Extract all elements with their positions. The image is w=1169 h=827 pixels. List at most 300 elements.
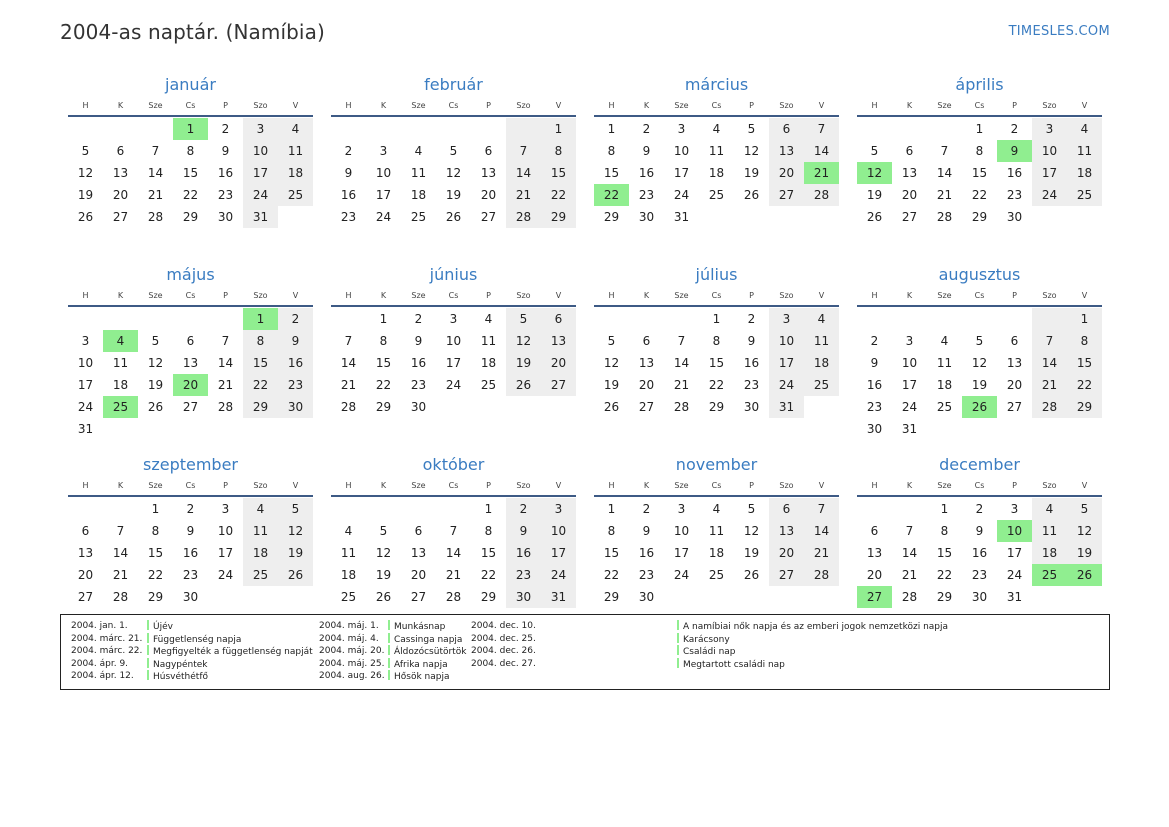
day-cell: 4 (414, 144, 423, 158)
weekday-label: H (82, 101, 89, 110)
day-cell: 12 (603, 356, 620, 370)
empty-cell (892, 498, 927, 520)
day-cell: 10 (1032, 140, 1067, 162)
day-cell: 25 (936, 400, 953, 414)
day-cell: 29 (603, 210, 620, 224)
weekday-label: Sze (937, 291, 952, 300)
day-cell: 13 (182, 356, 199, 370)
day-cell: 20 (638, 378, 655, 392)
weekday-label: P (1012, 291, 1017, 300)
day-cell: 16 (1006, 166, 1023, 180)
day-grid (68, 498, 313, 608)
legend-holiday (388, 645, 466, 658)
weekday-label: V (818, 291, 825, 300)
legend-date: 2004. dec. 25. (471, 633, 536, 644)
day-cell: 9 (997, 140, 1032, 162)
day-cell: 10 (997, 520, 1032, 542)
holiday-color-marker (388, 633, 390, 643)
empty-cell (1032, 308, 1067, 330)
weekday-label: H (608, 101, 615, 110)
day-cell: 23 (638, 568, 655, 582)
day-cell: 24 (1032, 184, 1067, 206)
legend-date: 2004. máj. 1. (319, 621, 379, 631)
day-grid (331, 118, 576, 228)
day-cell: 13 (541, 330, 576, 352)
day-cell: 21 (804, 162, 839, 184)
empty-cell (401, 498, 436, 520)
day-cell: 4 (712, 122, 721, 136)
weekday-label: H (608, 481, 615, 490)
holiday-color-marker (147, 658, 149, 668)
day-cell: 24 (1006, 568, 1023, 582)
day-cell: 23 (182, 568, 199, 582)
day-cell: 20 (901, 188, 918, 202)
day-cell: 24 (217, 568, 234, 582)
day-cell: 19 (375, 568, 392, 582)
weekday-label: Sze (674, 481, 689, 490)
day-cell: 20 (112, 188, 129, 202)
day-cell: 1 (1067, 308, 1102, 330)
day-cell: 14 (445, 546, 462, 560)
holiday-color-marker (147, 633, 149, 643)
page-title: 2004-as naptár. (Namíbia) (60, 20, 325, 44)
day-cell: 7 (221, 334, 230, 348)
day-cell: 5 (747, 122, 756, 136)
legend-names-col2 (388, 620, 466, 683)
day-cell: 19 (1067, 542, 1102, 564)
day-cell: 10 (217, 524, 234, 538)
legend-holiday (677, 633, 948, 646)
day-cell: 5 (81, 144, 90, 158)
empty-cell (594, 308, 629, 330)
day-cell: 20 (769, 162, 804, 184)
day-cell: 28 (147, 210, 164, 224)
day-cell: 6 (541, 308, 576, 330)
weekday-header (331, 286, 576, 307)
day-cell: 2 (870, 334, 879, 348)
day-cell: 5 (449, 144, 458, 158)
day-cell: 23 (638, 188, 655, 202)
day-cell: 27 (857, 586, 892, 608)
day-cell: 5 (379, 524, 388, 538)
day-cell: 14 (673, 356, 690, 370)
day-cell: 22 (936, 568, 953, 582)
month-title: október (422, 455, 485, 474)
weekday-label: P (223, 481, 228, 490)
day-cell: 5 (278, 498, 313, 520)
weekday-label: V (292, 101, 299, 110)
weekday-label: Szo (779, 101, 794, 110)
day-cell: 1 (975, 122, 984, 136)
day-cell: 7 (449, 524, 458, 538)
day-cell: 22 (1067, 374, 1102, 396)
day-cell: 28 (506, 206, 541, 228)
day-cell: 18 (243, 542, 278, 564)
day-cell: 25 (1067, 184, 1102, 206)
day-cell: 22 (182, 188, 199, 202)
day-cell: 29 (243, 396, 278, 418)
day-cell: 11 (278, 140, 313, 162)
weekday-label: Sze (674, 101, 689, 110)
day-cell: 6 (414, 524, 423, 538)
month-calendar (857, 264, 1102, 454)
day-cell: 9 (642, 144, 651, 158)
day-cell: 28 (340, 400, 357, 414)
weekday-label: H (871, 101, 878, 110)
day-cell: 1 (607, 502, 616, 516)
day-cell: 9 (747, 334, 756, 348)
day-cell: 3 (449, 312, 458, 326)
weekday-header (594, 476, 839, 497)
month-calendar (594, 264, 839, 454)
weekday-label: Szo (1042, 291, 1057, 300)
day-cell: 16 (410, 356, 427, 370)
empty-cell (436, 118, 471, 140)
empty-cell (331, 308, 366, 330)
weekday-label: V (1081, 291, 1088, 300)
weekday-header (68, 476, 313, 497)
empty-cell (471, 118, 506, 140)
day-cell: 15 (147, 546, 164, 560)
day-cell: 5 (506, 308, 541, 330)
day-cell: 19 (445, 188, 462, 202)
day-cell: 16 (971, 546, 988, 560)
day-cell: 30 (182, 590, 199, 604)
day-cell: 11 (804, 330, 839, 352)
day-cell: 19 (743, 166, 760, 180)
site-link[interactable]: TIMESLES.COM (1008, 24, 1110, 39)
legend-holiday (147, 670, 313, 683)
month-calendar (857, 454, 1102, 634)
day-cell: 2 (1010, 122, 1019, 136)
day-cell: 25 (103, 396, 138, 418)
weekday-label: H (871, 481, 878, 490)
day-cell: 30 (743, 400, 760, 414)
day-cell: 7 (506, 140, 541, 162)
day-cell: 11 (936, 356, 953, 370)
day-cell: 20 (1006, 378, 1023, 392)
day-cell: 7 (1032, 330, 1067, 352)
empty-cell (68, 498, 103, 520)
day-grid (68, 308, 313, 440)
day-cell: 14 (804, 520, 839, 542)
day-cell: 14 (217, 356, 234, 370)
month-calendar (857, 74, 1102, 264)
weekday-label: H (82, 291, 89, 300)
day-cell: 6 (484, 144, 493, 158)
day-cell: 24 (445, 378, 462, 392)
day-cell: 1 (541, 118, 576, 140)
day-cell: 26 (506, 374, 541, 396)
weekday-label: Szo (516, 481, 531, 490)
legend-holiday-name: Megfigyelték a függetlenség napját (153, 647, 313, 658)
day-cell: 23 (743, 378, 760, 392)
day-cell: 10 (541, 520, 576, 542)
day-cell: 22 (243, 374, 278, 396)
day-cell: 2 (975, 502, 984, 516)
weekday-label: V (555, 291, 562, 300)
day-cell: 28 (445, 590, 462, 604)
day-cell: 21 (112, 568, 129, 582)
day-cell: 28 (673, 400, 690, 414)
day-cell: 3 (677, 502, 686, 516)
day-grid (857, 498, 1102, 608)
day-cell: 9 (506, 520, 541, 542)
day-cell: 4 (344, 524, 353, 538)
weekday-label: Szo (1042, 481, 1057, 490)
empty-cell (436, 498, 471, 520)
day-cell: 22 (708, 378, 725, 392)
day-cell: 11 (1067, 140, 1102, 162)
weekday-label: H (608, 291, 615, 300)
legend-date: 2004. dec. 10. (471, 621, 536, 631)
weekday-label: Sze (674, 291, 689, 300)
day-cell: 25 (340, 590, 357, 604)
month-title: július (695, 265, 738, 284)
weekday-label: K (643, 101, 650, 110)
day-cell: 24 (541, 564, 576, 586)
day-cell: 4 (103, 330, 138, 352)
day-cell: 29 (603, 590, 620, 604)
empty-cell (997, 308, 1032, 330)
day-cell: 26 (77, 210, 94, 224)
legend-holiday-name: Megtartott családi nap (683, 659, 785, 670)
day-cell: 1 (607, 122, 616, 136)
day-cell: 21 (901, 568, 918, 582)
weekday-label: Cs (185, 291, 196, 300)
legend-date: 2004. ápr. 12. (71, 671, 134, 682)
day-cell: 13 (1006, 356, 1023, 370)
day-cell: 8 (1067, 330, 1102, 352)
weekday-label: Cs (185, 101, 196, 110)
empty-cell (857, 118, 892, 140)
day-cell: 14 (340, 356, 357, 370)
day-cell: 23 (1006, 188, 1023, 202)
day-cell: 7 (804, 498, 839, 520)
day-cell: 13 (638, 356, 655, 370)
day-cell: 24 (243, 184, 278, 206)
day-cell: 5 (870, 144, 879, 158)
weekday-label: P (223, 291, 228, 300)
day-cell: 8 (186, 144, 195, 158)
weekday-header (68, 286, 313, 307)
day-cell: 26 (147, 400, 164, 414)
day-cell: 2 (747, 312, 756, 326)
day-cell: 6 (769, 118, 804, 140)
day-cell: 8 (975, 144, 984, 158)
empty-cell (103, 118, 138, 140)
day-cell: 20 (769, 542, 804, 564)
day-cell: 5 (151, 334, 160, 348)
weekday-label: K (117, 101, 124, 110)
day-cell: 19 (77, 188, 94, 202)
legend-holiday-name: Afrika napja (394, 659, 448, 670)
weekday-label: Szo (516, 101, 531, 110)
day-cell: 25 (708, 568, 725, 582)
day-cell: 12 (857, 162, 892, 184)
day-cell: 6 (81, 524, 90, 538)
legend-dates-col1 (71, 620, 142, 683)
weekday-label: Cs (448, 481, 459, 490)
day-cell: 30 (638, 210, 655, 224)
empty-cell (331, 498, 366, 520)
weekday-header (594, 286, 839, 307)
day-cell: 9 (186, 524, 195, 538)
day-cell: 27 (541, 374, 576, 396)
day-cell: 18 (112, 378, 129, 392)
day-cell: 29 (375, 400, 392, 414)
legend-date: 2004. dec. 26. (471, 646, 536, 657)
day-cell: 13 (901, 166, 918, 180)
weekday-label: P (1012, 101, 1017, 110)
empty-cell (173, 308, 208, 330)
weekday-label: Sze (148, 291, 163, 300)
legend-holiday-name: Karácsony (683, 634, 730, 645)
month-title: január (165, 75, 216, 94)
day-cell: 9 (221, 144, 230, 158)
day-cell: 21 (506, 184, 541, 206)
day-cell: 20 (77, 568, 94, 582)
day-cell: 11 (708, 524, 725, 538)
legend-holiday (677, 620, 948, 633)
day-cell: 24 (375, 210, 392, 224)
day-cell: 26 (278, 564, 313, 586)
day-cell: 27 (480, 210, 497, 224)
day-cell: 9 (642, 524, 651, 538)
holiday-color-marker (677, 633, 679, 643)
weekday-label: Szo (1042, 101, 1057, 110)
day-cell: 16 (182, 546, 199, 560)
weekday-header (857, 476, 1102, 497)
month-title: április (955, 75, 1004, 94)
weekday-label: V (818, 101, 825, 110)
day-cell: 16 (743, 356, 760, 370)
day-cell: 14 (804, 140, 839, 162)
day-cell: 4 (1032, 498, 1067, 520)
day-cell: 15 (971, 166, 988, 180)
day-cell: 16 (217, 166, 234, 180)
day-cell: 22 (594, 184, 629, 206)
day-cell: 15 (182, 166, 199, 180)
weekday-label: Szo (253, 481, 268, 490)
empty-cell (892, 308, 927, 330)
day-cell: 5 (975, 334, 984, 348)
day-cell: 20 (480, 188, 497, 202)
legend-date: 2004. márc. 22. (71, 646, 143, 657)
day-cell: 15 (1067, 352, 1102, 374)
weekday-header (857, 96, 1102, 117)
day-cell: 12 (147, 356, 164, 370)
month-title: február (424, 75, 483, 94)
day-cell: 26 (603, 400, 620, 414)
day-grid (594, 118, 839, 228)
day-cell: 10 (901, 356, 918, 370)
day-cell: 6 (642, 334, 651, 348)
weekday-label: K (906, 291, 913, 300)
day-cell: 13 (480, 166, 497, 180)
month-title: május (166, 265, 215, 284)
day-grid (857, 308, 1102, 440)
day-cell: 10 (375, 166, 392, 180)
legend-holiday-name: Családi nap (683, 647, 736, 658)
day-cell: 6 (186, 334, 195, 348)
day-cell: 4 (712, 502, 721, 516)
day-cell: 3 (905, 334, 914, 348)
day-cell: 28 (217, 400, 234, 414)
day-cell: 13 (769, 520, 804, 542)
day-cell: 12 (506, 330, 541, 352)
day-cell: 6 (116, 144, 125, 158)
day-cell: 10 (243, 140, 278, 162)
weekday-label: Cs (185, 481, 196, 490)
day-cell: 27 (182, 400, 199, 414)
legend-holiday (388, 620, 466, 633)
day-cell: 25 (804, 374, 839, 396)
day-cell: 6 (870, 524, 879, 538)
day-cell: 25 (480, 378, 497, 392)
holiday-legend (60, 614, 1110, 690)
day-cell: 29 (182, 210, 199, 224)
day-cell: 7 (940, 144, 949, 158)
day-cell: 28 (1032, 396, 1067, 418)
day-cell: 5 (747, 502, 756, 516)
day-cell: 26 (743, 568, 760, 582)
legend-holiday (147, 658, 313, 671)
month-calendar (68, 454, 313, 634)
day-cell: 18 (340, 568, 357, 582)
weekday-header (857, 286, 1102, 307)
day-cell: 14 (112, 546, 129, 560)
weekday-label: H (345, 291, 352, 300)
weekday-label: V (555, 481, 562, 490)
day-cell: 19 (971, 378, 988, 392)
empty-cell (68, 118, 103, 140)
weekday-label: P (749, 481, 754, 490)
empty-cell (138, 118, 173, 140)
day-cell: 22 (147, 568, 164, 582)
day-cell: 3 (379, 144, 388, 158)
day-cell: 6 (905, 144, 914, 158)
legend-names-col3 (677, 620, 948, 670)
weekday-label: K (906, 101, 913, 110)
day-cell: 18 (708, 546, 725, 560)
day-cell: 14 (1032, 352, 1067, 374)
day-cell: 13 (866, 546, 883, 560)
day-cell: 28 (936, 210, 953, 224)
day-cell: 23 (506, 564, 541, 586)
day-cell: 12 (77, 166, 94, 180)
day-cell: 18 (708, 166, 725, 180)
day-cell: 11 (410, 166, 427, 180)
weekday-header (594, 96, 839, 117)
legend-date: 2004. máj. 20. (319, 646, 385, 657)
day-cell: 12 (743, 524, 760, 538)
day-cell: 20 (866, 568, 883, 582)
day-cell: 8 (243, 330, 278, 352)
day-cell: 16 (278, 352, 313, 374)
legend-holiday (388, 633, 466, 646)
weekday-label: Sze (148, 481, 163, 490)
day-cell: 21 (217, 378, 234, 392)
weekday-header (331, 476, 576, 497)
weekday-label: V (292, 291, 299, 300)
day-cell: 26 (743, 188, 760, 202)
day-cell: 30 (410, 400, 427, 414)
legend-holiday-name: Cassinga napja (394, 634, 463, 645)
day-cell: 29 (1067, 396, 1102, 418)
holiday-color-marker (677, 620, 679, 630)
month-title: augusztus (938, 265, 1021, 284)
